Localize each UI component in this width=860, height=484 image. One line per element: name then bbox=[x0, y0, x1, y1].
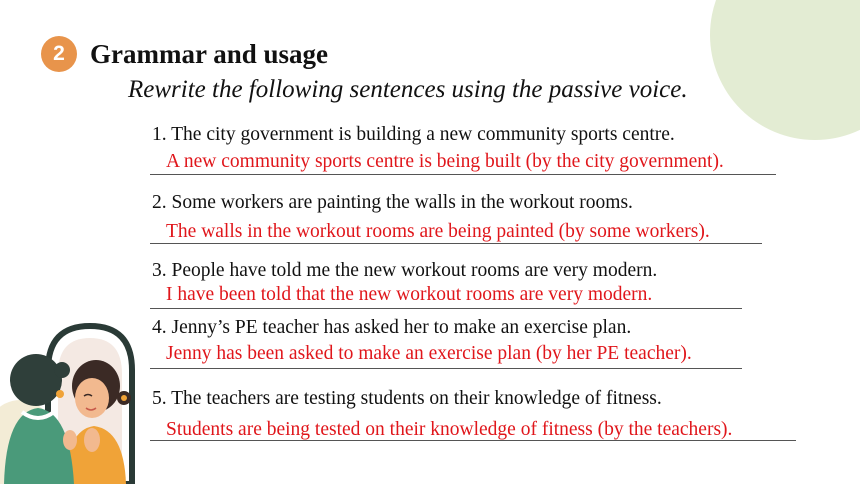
answer-line-3 bbox=[150, 308, 742, 309]
section-title: Grammar and usage bbox=[90, 39, 329, 69]
section-number-badge: 2 bbox=[41, 36, 77, 72]
girl-mirror-illustration bbox=[0, 300, 150, 484]
answer-1: A new community sports centre is being built (by the city government). bbox=[166, 151, 724, 172]
decorative-circle bbox=[710, 0, 860, 140]
answer-3: I have been told that the new workout rooms are very modern. bbox=[166, 284, 653, 305]
answer-line-1 bbox=[150, 174, 776, 175]
answer-2: The walls in the workout rooms are being painted (by some workers). bbox=[166, 221, 710, 242]
question-5: 5. The teachers are testing students on their knowledge of fitness. bbox=[152, 388, 662, 409]
question-4: 4. Jenny’s PE teacher has asked her to make an exercise plan. bbox=[152, 317, 632, 338]
answer-5: Students are being tested on their knowledge of fitness (by the teachers). bbox=[166, 419, 733, 440]
instruction-text: Rewrite the following sentences using the passive voice. bbox=[128, 76, 688, 103]
question-2: 2. Some workers are painting the walls in the workout rooms. bbox=[152, 192, 633, 213]
answer-line-4 bbox=[150, 368, 742, 369]
answer-4: Jenny has been asked to make an exercise plan (by her PE teacher). bbox=[166, 343, 692, 364]
answer-line-2 bbox=[150, 243, 762, 244]
question-1: 1. The city government is building a new community sports centre. bbox=[152, 124, 675, 145]
question-3: 3. People have told me the new workout rooms are very modern. bbox=[152, 260, 658, 281]
